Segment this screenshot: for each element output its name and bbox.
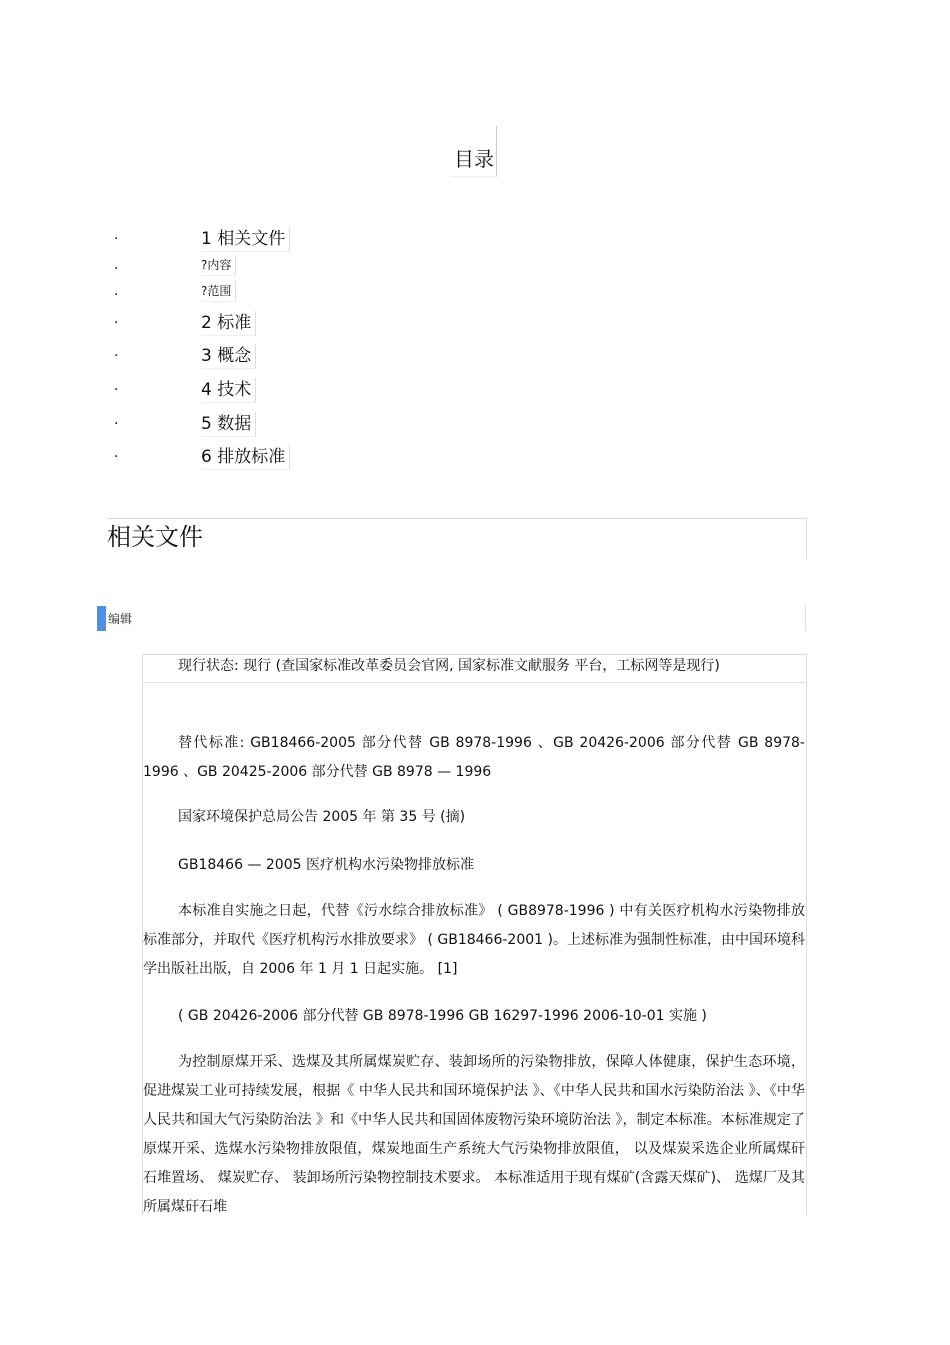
toc-bullet: . xyxy=(114,283,119,299)
toc-item-label[interactable]: 5 数据 xyxy=(201,412,256,437)
paragraph-announcement: 国家环境保护总局公告 2005 年 第 35 号 (摘) xyxy=(178,809,466,825)
toc-bullet: . xyxy=(114,257,119,273)
toc-bullet: . xyxy=(114,344,119,360)
paragraph-purpose: 为控制原煤开采、选煤及其所属煤炭贮存、装卸场所的污染物排放，保障人体健康，保护生态环境，促进煤炭工业可持续发展，根据《 中华人民共和国环境保护法 》、《中华人民共和国水污染防治法 》、《中华人民共和国大气污染防治法 》和《中华人民共和国固体废物污染环境防治法 》，制定本标准。本标准规定了原煤开采、选煤水污染物排放限值，煤炭地面生产系统大气污染物排放限值， 以及煤炭采选企业所属煤矸石堆置场、 煤炭贮存、 装卸场所污染物控制技术要求。 本标准适用于现有煤矿(含露天煤矿)、 选煤厂及其所属煤矸石堆 xyxy=(143,1054,805,1215)
toc-bullet: . xyxy=(114,445,119,461)
edit-marker xyxy=(97,606,106,631)
toc-bullet: . xyxy=(114,378,119,394)
divider xyxy=(805,606,806,631)
toc-title: 目录 xyxy=(452,126,497,177)
toc-item-label[interactable]: 1 相关文件 xyxy=(201,227,290,252)
section-heading: 相关文件 xyxy=(107,518,807,559)
toc-bullet: . xyxy=(114,412,119,428)
paragraph-status: 现行状态: 现行 (查国家标准改革委员会官网, 国家标准文献服务 平台，工标网等是现行) xyxy=(178,658,720,674)
toc-bullet: . xyxy=(114,311,119,327)
paragraph-implementation: 本标准自实施之日起，代替《污水综合排放标准》 ( GB8978-1996 ) 中有关医疗机构水污染物排放标准部分，并取代《医疗机构污水排放要求》 ( GB18466-2001 )。上述标准为强制性标准，由中国环境科学出版社出版，自 2006 年 1 月 1 日起实施。 [1] xyxy=(143,903,805,977)
toc-item-label[interactable]: 3 概念 xyxy=(201,344,256,369)
toc-item-label[interactable]: 6 排放标准 xyxy=(201,445,290,470)
toc-item-label[interactable]: 2 标准 xyxy=(201,311,256,336)
edit-link[interactable]: 编辑 xyxy=(108,612,133,626)
toc-item-label[interactable]: ?范围 xyxy=(201,281,236,302)
divider xyxy=(143,682,806,683)
toc-item-label[interactable]: ?内容 xyxy=(201,255,236,276)
paragraph-standard-title: GB18466 — 2005 医疗机构水污染物排放标准 xyxy=(178,857,474,873)
toc-item-label[interactable]: 4 技术 xyxy=(201,378,256,403)
paragraph-replaces: 替代标准: GB18466-2005 部分代替 GB 8978-1996 、GB 20426-2006 部分代替 GB 8978-1996 、GB 20425-2006 部分代替 GB 8978 — 1996 xyxy=(143,735,805,780)
toc-bullet: . xyxy=(114,227,119,243)
paragraph-partial-replace: ( GB 20426-2006 部分代替 GB 8978-1996 GB 16297-1996 2006-10-01 实施 ) xyxy=(178,1008,707,1024)
